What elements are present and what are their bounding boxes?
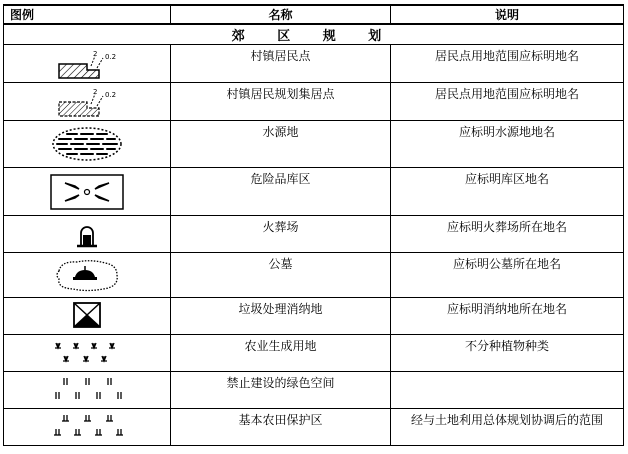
legend-cell — [4, 253, 171, 298]
description-cell: 经与土地利用总体规划协调后的范围 — [391, 409, 624, 446]
legend-cell — [4, 45, 171, 83]
name-cell: 垃圾处理消纳地 — [171, 298, 391, 335]
table-row — [4, 335, 624, 372]
table-row — [4, 409, 624, 446]
table-row — [4, 83, 624, 121]
table-row — [4, 45, 624, 83]
legend-cell — [4, 335, 171, 372]
name-cell: 基本农田保护区 — [171, 409, 391, 446]
table-row — [4, 168, 624, 216]
village-settlement-icon — [47, 48, 127, 80]
description-cell: 应标明水源地地名 — [391, 121, 624, 168]
dimension-label-major: 2 — [93, 49, 98, 58]
legend-cell — [4, 372, 171, 409]
legend-cell — [4, 298, 171, 335]
header-description: 说明 — [391, 5, 624, 24]
legend-cell — [4, 409, 171, 446]
description-cell: 居民点用地范围应标明地名 — [391, 83, 624, 121]
description-cell: 应标明库区地名 — [391, 168, 624, 216]
name-cell: 公墓 — [171, 253, 391, 298]
header-row — [4, 5, 624, 24]
section-row — [4, 24, 624, 45]
section-title: 郊 区 规 划 — [4, 24, 624, 45]
header-legend: 图例 — [4, 5, 171, 24]
dimension-label-minor: 0.2 — [105, 52, 117, 61]
table-row — [4, 298, 624, 335]
name-cell: 禁止建设的绿色空间 — [171, 372, 391, 409]
crematorium-icon — [67, 219, 107, 249]
name-cell: 水源地 — [171, 121, 391, 168]
description-cell: 应标明火葬场所在地名 — [391, 216, 624, 253]
legend-cell — [4, 121, 171, 168]
header-name: 名称 — [171, 5, 391, 24]
legend-table — [3, 4, 624, 446]
name-cell: 危险品库区 — [171, 168, 391, 216]
agricultural-land-icon — [42, 337, 132, 369]
waste-disposal-icon — [67, 300, 107, 332]
green-space-icon — [42, 374, 132, 406]
description-cell: 居民点用地范围应标明地名 — [391, 45, 624, 83]
dimension-label-minor: 0.2 — [105, 90, 117, 99]
planned-village-settlement-icon — [47, 86, 127, 118]
name-cell: 火葬场 — [171, 216, 391, 253]
name-cell: 村镇居民规划集居点 — [171, 83, 391, 121]
table-row — [4, 253, 624, 298]
description-cell: 不分种植物种类 — [391, 335, 624, 372]
water-source-icon — [47, 123, 127, 165]
description-cell: 应标明公墓所在地名 — [391, 253, 624, 298]
table-row — [4, 121, 624, 168]
legend-cell — [4, 216, 171, 253]
table-row — [4, 216, 624, 253]
table-row — [4, 372, 624, 409]
legend-cell — [4, 83, 171, 121]
description-cell — [391, 372, 624, 409]
dimension-label-major: 2 — [93, 87, 98, 96]
description-cell: 应标明消纳地所在地名 — [391, 298, 624, 335]
legend-table-container — [3, 4, 623, 446]
cemetery-icon — [47, 255, 127, 295]
hazardous-warehouse-icon — [47, 172, 127, 212]
name-cell: 农业生成用地 — [171, 335, 391, 372]
legend-cell — [4, 168, 171, 216]
name-cell: 村镇居民点 — [171, 45, 391, 83]
farmland-protection-icon — [42, 411, 132, 443]
